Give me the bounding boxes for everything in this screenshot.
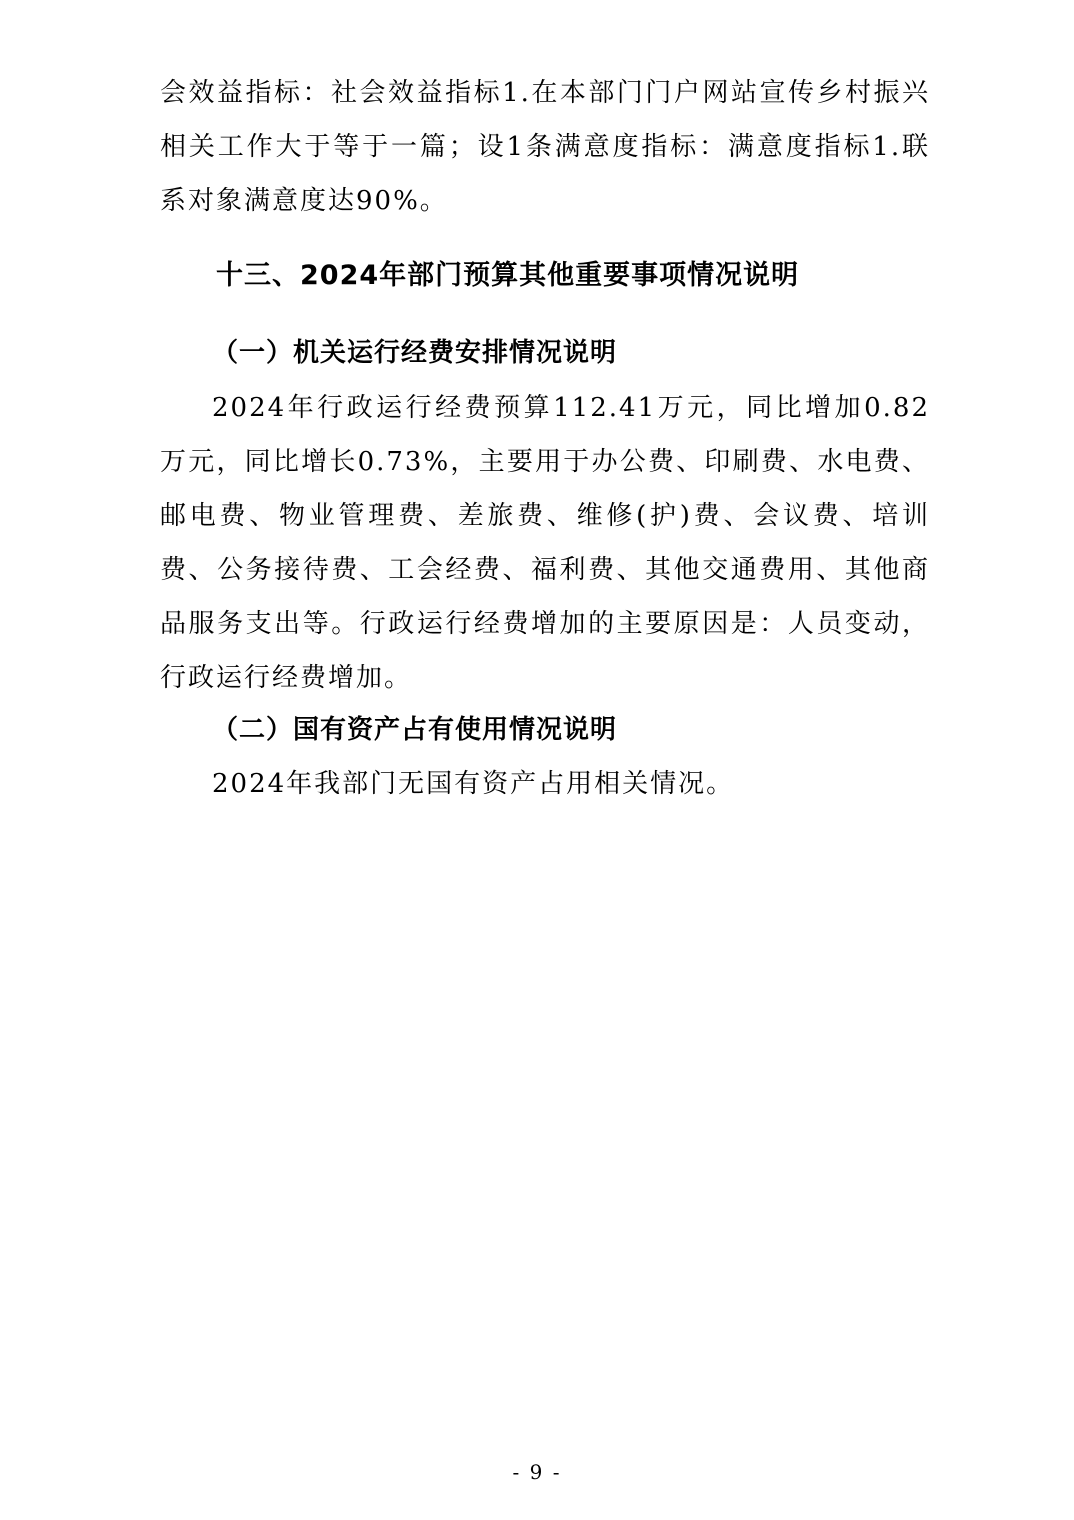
subsection-heading-state-assets: （二）国有资产占有使用情况说明 (212, 715, 618, 745)
body-paragraph-indicators: 会效益指标：社会效益指标1.在本部门门户网站宣传乡村振兴相关工作大于等于一篇；设1条满意度指标：满意度指标1.联系对象满意度达90%。 (160, 78, 930, 216)
section-heading: 十三、2024年部门预算其他重要事项情况说明 (216, 260, 800, 291)
body-paragraph-state-assets: 2024年我部门无国有资产占用相关情况。 (212, 769, 735, 799)
subsection-heading-operating-expenses: （一）机关运行经费安排情况说明 (212, 338, 618, 368)
body-paragraph-operating-expenses: 2024年行政运行经费预算112.41万元，同比增加0.82万元，同比增长0.73%，主要用于办公费、印刷费、水电费、邮电费、物业管理费、差旅费、维修(护)费、会议费、培训费、公务接待费、工会经费、福利费、其他交通费用、其他商品服务支出等。行政运行经费增加的主要原因是：人员变动，行政运行经费增加。 (160, 393, 930, 693)
page-number: - 9 - (512, 1460, 562, 1484)
